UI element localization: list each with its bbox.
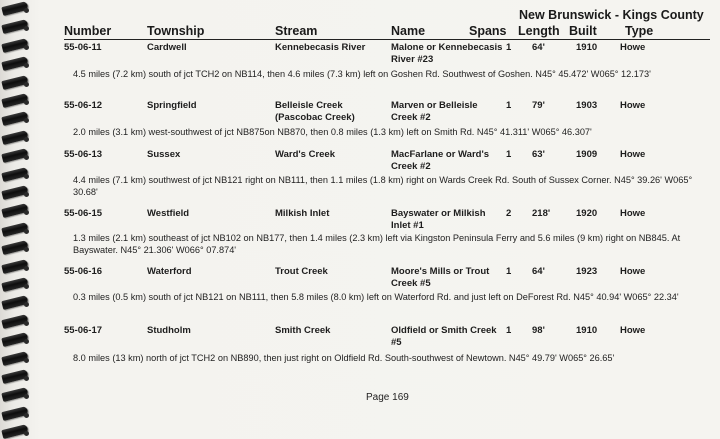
entry-length: 64' xyxy=(532,42,545,53)
entry-description: 4.4 miles (7.1 km) southwest of jct NB121 right on NB111, then 1.1 miles (1.8 km) right on Wards Creek Rd. South of Sussex Corner. N45° 39.26' W065° 30.68' xyxy=(73,175,693,197)
binding-hole xyxy=(24,100,29,105)
entry-type: Howe xyxy=(620,325,646,336)
binding-hole xyxy=(24,8,29,13)
binding-hole xyxy=(24,339,29,344)
binding-hole xyxy=(24,284,29,289)
spiral-binding xyxy=(0,0,34,439)
entry-description: 8.0 miles (13 km) north of jct TCH2 on NB890, then just right on Oldfield Rd. South-southwest of Newtown. N45° 49.79' W065° 26.65' xyxy=(73,353,615,363)
header-name: Name xyxy=(391,24,426,38)
entry-stream: Milkish Inlet xyxy=(275,208,330,219)
entry-description: 0.3 miles (0.5 km) south of jct NB121 on NB111, then 5.8 miles (8.0 km) left on Waterford Rd. and just left on DeForest Rd. N45° 40.94' W065° 22.34' xyxy=(73,292,679,302)
entry-township: Waterford xyxy=(147,266,192,277)
header-number: Number xyxy=(64,24,112,38)
binding-hole xyxy=(24,174,29,179)
binding-hole xyxy=(24,321,29,326)
entry-type: Howe xyxy=(620,100,646,111)
entry-township: Cardwell xyxy=(147,42,187,53)
entry-number: 55-06-13 xyxy=(64,149,103,160)
entry-number: 55-06-15 xyxy=(64,208,103,219)
entry-built: 1910 xyxy=(576,325,598,336)
entry-spans: 1 xyxy=(506,325,512,336)
entry-stream: Ward's Creek xyxy=(275,149,335,160)
binding-hole xyxy=(24,155,29,160)
entry-built: 1920 xyxy=(576,208,598,219)
entry-length: 98' xyxy=(532,325,545,336)
entry-number: 55-06-11 xyxy=(64,42,102,53)
entry-name: Moore's Mills or Trout Creek #5 xyxy=(391,266,490,289)
entry-stream: Kennebecasis River xyxy=(275,42,366,53)
entry-name: Malone or Kennebecasis River #23 xyxy=(391,42,503,65)
binding-hole xyxy=(24,394,29,399)
entry-spans: 1 xyxy=(506,100,512,111)
binding-hole xyxy=(24,192,29,197)
binding-hole xyxy=(24,137,29,142)
entry-spans: 1 xyxy=(506,42,512,53)
entry-built: 1923 xyxy=(576,266,598,277)
binding-hole xyxy=(24,358,29,363)
binding-hole xyxy=(24,431,29,436)
entry-type: Howe xyxy=(620,149,646,160)
binding-hole xyxy=(24,26,29,31)
entry-length: 79' xyxy=(532,100,545,111)
binding-hole xyxy=(24,210,29,215)
entry-township: Westfield xyxy=(147,208,190,219)
header-spans: Spans xyxy=(469,24,507,38)
entry-length: 63' xyxy=(532,149,545,160)
entry-built: 1903 xyxy=(576,100,598,111)
binding-hole xyxy=(24,302,29,307)
binding-hole xyxy=(24,118,29,123)
entry-type: Howe xyxy=(620,266,646,277)
entry-number: 55-06-16 xyxy=(64,266,103,277)
header-stream: Stream xyxy=(275,24,318,38)
entry-type: Howe xyxy=(620,208,646,219)
entry-built: 1910 xyxy=(576,42,598,53)
entry-name: MacFarlane or Ward's Creek #2 xyxy=(391,149,489,172)
entry-type: Howe xyxy=(620,42,646,53)
entry-spans: 2 xyxy=(506,208,512,219)
header-rule xyxy=(64,39,710,40)
binding-hole xyxy=(24,247,29,252)
binding-hole xyxy=(24,45,29,50)
entry-number: 55-06-12 xyxy=(64,100,103,111)
entry-township: Sussex xyxy=(147,149,181,160)
binding-hole xyxy=(24,82,29,87)
binding-hole xyxy=(24,266,29,271)
entry-stream: Smith Creek xyxy=(275,325,331,336)
entry-name: Oldfield or Smith Creek #5 xyxy=(391,325,497,348)
header-type: Type xyxy=(625,24,654,38)
entry-built: 1909 xyxy=(576,149,598,160)
page-number: Page 169 xyxy=(366,392,409,403)
entry-spans: 1 xyxy=(506,149,512,160)
entry-township: Springfield xyxy=(147,100,197,111)
entry-township: Studholm xyxy=(147,325,191,336)
header-length: Length xyxy=(518,24,560,38)
entry-spans: 1 xyxy=(506,266,512,277)
entry-name: Bayswater or Milkish Inlet #1 xyxy=(391,208,486,231)
binding-hole xyxy=(24,413,29,418)
entry-description: 4.5 miles (7.2 km) south of jct TCH2 on NB114, then 4.6 miles (7.3 km) left on Goshen Rd. Southwest of Goshen. N45° 45.472' W065° 12.173' xyxy=(73,69,651,79)
header-built: Built xyxy=(569,24,597,38)
entry-name: Marven or Belleisle Creek #2 xyxy=(391,100,478,123)
binding-hole xyxy=(24,376,29,381)
binding-hole xyxy=(24,63,29,68)
entry-description: 2.0 miles (3.1 km) west-southwest of jct NB875on NB870, then 0.8 miles (1.3 km) left on Smith Rd. N45° 41.311' W065° 46.307' xyxy=(73,127,592,137)
entry-length: 64' xyxy=(532,266,545,277)
binding-hole xyxy=(24,229,29,234)
entry-description: 1.3 miles (2.1 km) southeast of jct NB102 on NB177, then 1.4 miles (2.3 km) left via Kingston Peninsula Ferry and 5.6 miles (9 km) right on NB845. At Bayswater. N45° 21.306' W066° 07.874' xyxy=(73,233,681,255)
entry-stream: Belleisle Creek (Pascobac Creek) xyxy=(275,100,355,123)
header-township: Township xyxy=(147,24,205,38)
entry-length: 218' xyxy=(532,208,551,219)
county-title: New Brunswick - Kings County xyxy=(519,8,704,22)
entry-stream: Trout Creek xyxy=(275,266,328,277)
entry-number: 55-06-17 xyxy=(64,325,103,336)
